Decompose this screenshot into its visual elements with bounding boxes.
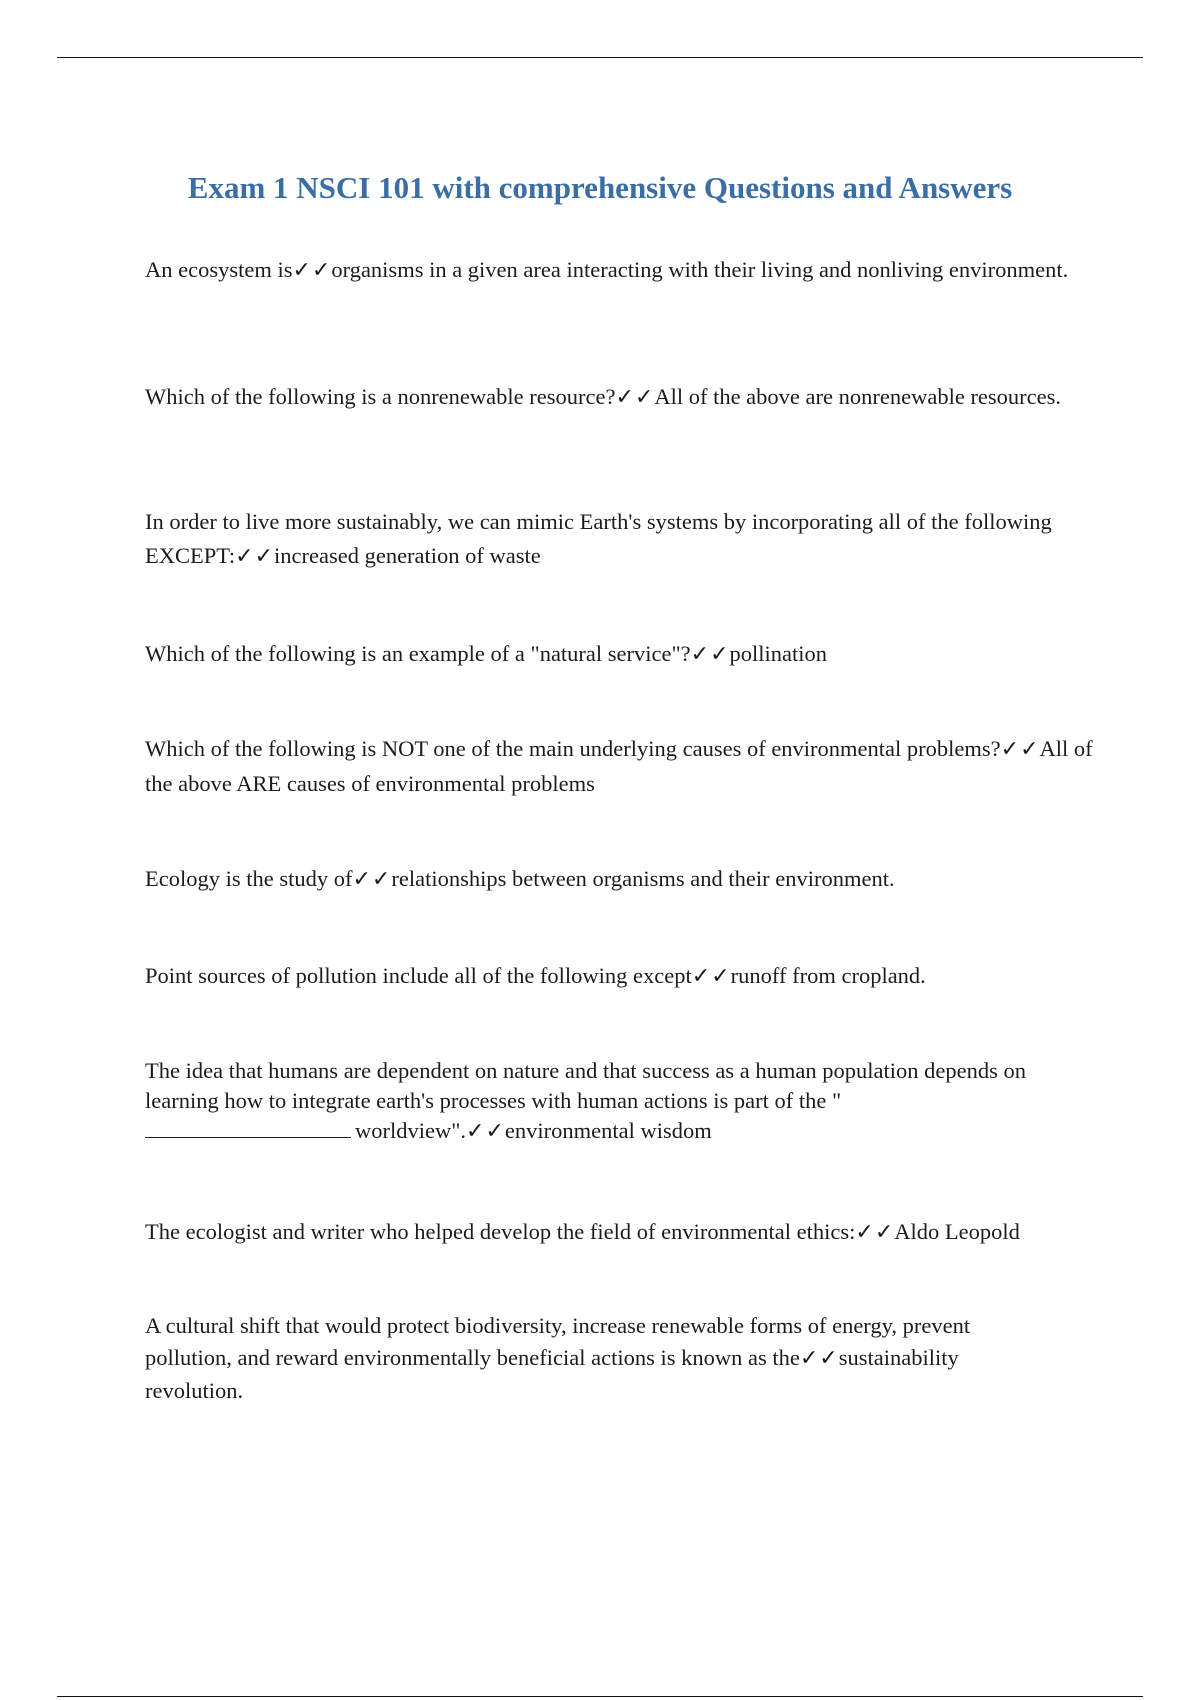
qa-item-4 [145, 639, 1095, 670]
qa-item-9 [145, 1217, 1125, 1248]
question-text: A cultural shift that would protect biodiversity, increase renewable forms of energy, prevent pollution, and reward environmentally beneficial actions is known as the [145, 1313, 971, 1370]
answer-text: runoff from cropland. [730, 963, 926, 988]
check-mark-icon: ✓✓ [466, 1119, 505, 1144]
check-mark-icon: ✓✓ [352, 867, 392, 892]
question-text: The idea that humans are dependent on nature and that success as a human population depends on learning how to integrate earth's processes with human actions is part of the " [145, 1058, 1026, 1113]
answer-text: organisms in a given area interacting with their living and nonliving environment. [331, 257, 1069, 282]
question-text: In order to live more sustainably, we can mimic Earth's systems by incorporating all of the following EXCEPT: [145, 509, 1052, 568]
header-rule [57, 57, 1143, 58]
check-mark-icon: ✓✓ [1000, 737, 1040, 762]
question-text: Which of the following is an example of a "natural service"? [145, 641, 691, 666]
question-text: Which of the following is a nonrenewable resource? [145, 384, 616, 409]
qa-item-5 [145, 732, 1095, 801]
fill-in-blank [145, 1119, 351, 1138]
answer-text: All of the above ARE causes of environmental problems [145, 736, 1093, 796]
qa-item-2 [145, 382, 1095, 413]
qa-item-8 [145, 1056, 1095, 1147]
question-text: Point sources of pollution include all of the following except [145, 963, 692, 988]
answer-text: All of the above are nonrenewable resources. [654, 384, 1062, 409]
question-text: An ecosystem is [145, 257, 293, 282]
answer-text: increased generation of waste [274, 543, 541, 568]
check-mark-icon: ✓✓ [235, 544, 275, 569]
check-mark-icon: ✓✓ [615, 385, 655, 410]
answer-text: relationships between organisms and their environment. [391, 866, 895, 891]
answer-text: sustainability revolution. [145, 1345, 959, 1403]
footer-rule [57, 1696, 1143, 1697]
check-mark-icon: ✓✓ [690, 642, 730, 667]
answer-text: environmental wisdom [504, 1118, 712, 1143]
qa-item-10 [145, 1310, 1045, 1407]
check-mark-icon: ✓✓ [691, 964, 731, 989]
qa-item-3 [145, 505, 1095, 574]
check-mark-icon: ✓✓ [799, 1346, 839, 1371]
question-text-end: worldview". [355, 1118, 467, 1143]
document-title: Exam 1 NSCI 101 with comprehensive Questions and Answers [187, 170, 1013, 205]
qa-item-7 [145, 961, 1095, 992]
check-mark-icon: ✓✓ [292, 258, 332, 283]
answer-text: Aldo Leopold [894, 1219, 1020, 1244]
qa-item-1 [145, 255, 1095, 286]
answer-text: pollination [729, 641, 828, 666]
question-text: The ecologist and writer who helped develop the field of environmental ethics: [145, 1219, 856, 1244]
question-text: Ecology is the study of [145, 866, 353, 891]
check-mark-icon: ✓✓ [855, 1220, 895, 1245]
question-text: Which of the following is NOT one of the main underlying causes of environmental problems? [145, 736, 1001, 761]
qa-item-6 [145, 864, 1095, 895]
